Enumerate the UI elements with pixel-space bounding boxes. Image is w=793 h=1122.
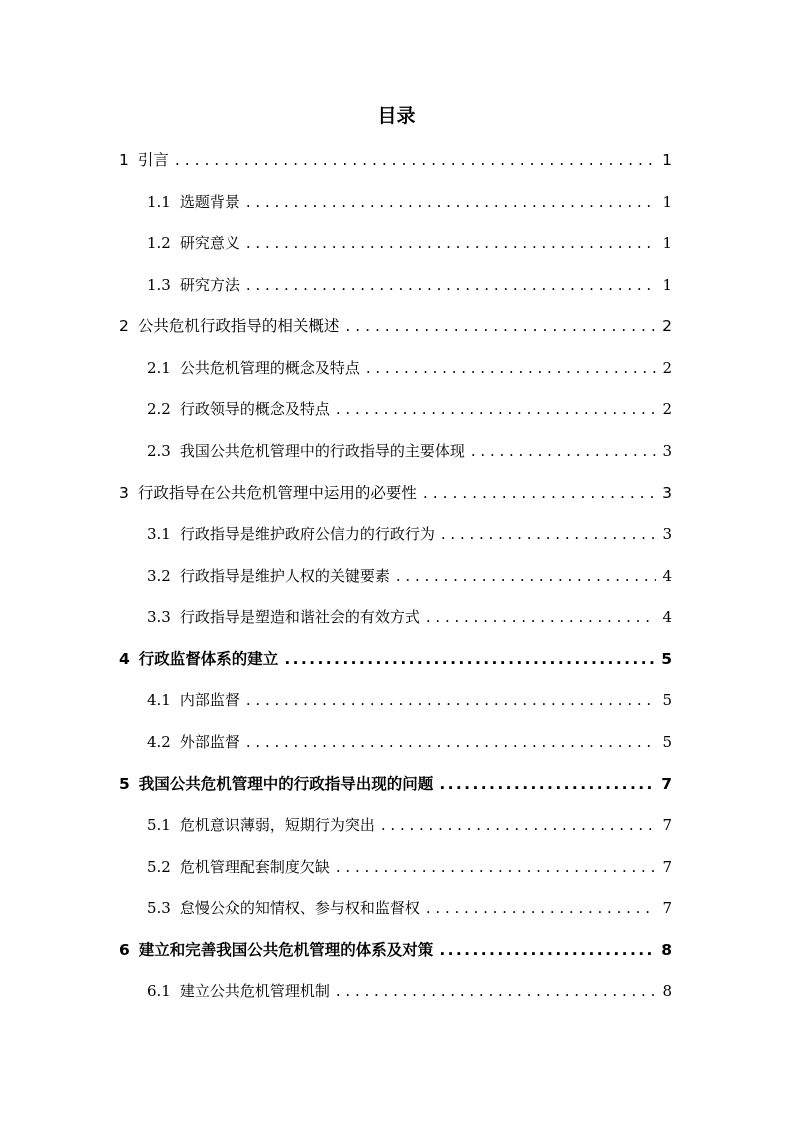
toc-entry-text: 我国公共危机管理中的行政指导的主要体现: [179, 442, 465, 460]
toc-entry-text: 选题背景: [179, 193, 240, 211]
toc-entry-text: 研究方法: [179, 276, 240, 294]
toc-entry-text: 建立公共危机管理机制: [179, 982, 330, 1000]
toc-entry[interactable]: [147, 520, 672, 548]
toc-entry[interactable]: [147, 811, 672, 839]
toc-entry-number: 5.3: [147, 899, 171, 917]
toc-entry-page: 8: [662, 982, 672, 1000]
toc-entry-page: 5: [662, 733, 672, 751]
toc-entry[interactable]: [147, 894, 672, 922]
toc-dot-leader: [441, 520, 656, 548]
toc-entry-text: 行政监督体系的建立: [138, 650, 279, 668]
toc-dot-leader: [439, 770, 655, 798]
toc-dot-leader: [284, 645, 655, 673]
toc-entry-number: 2: [119, 317, 129, 335]
toc-entry[interactable]: [147, 728, 672, 756]
toc-dot-leader: [471, 437, 656, 465]
toc-dot-leader: [426, 603, 656, 631]
toc-entry-number: 4.2: [147, 733, 171, 751]
toc-entry-text: 研究意义: [179, 234, 240, 252]
toc-entry-page: 8: [661, 941, 672, 959]
toc-entry-number: 1.3: [147, 276, 171, 294]
toc-entry-text: 引言: [137, 151, 169, 169]
toc-dot-leader: [426, 894, 656, 922]
toc-entry[interactable]: [147, 977, 672, 1005]
toc-entry-number: 4.1: [147, 691, 171, 709]
toc-entry-text: 行政领导的概念及特点: [179, 400, 330, 418]
toc-entry-text: 行政指导在公共危机管理中运用的必要性: [137, 484, 417, 502]
toc-dot-leader: [246, 229, 656, 257]
toc-entry-page: 4: [662, 567, 672, 585]
toc-entry[interactable]: [147, 395, 672, 423]
toc-dot-leader: [175, 146, 656, 174]
toc-entry-page: 7: [662, 899, 672, 917]
toc-entry-number: 3.2: [147, 567, 171, 585]
toc-entry-page: 3: [662, 484, 672, 502]
toc-entry-text: 我国公共危机管理中的行政指导出现的问题: [138, 775, 434, 793]
toc-entry-number: 3.1: [147, 525, 171, 543]
toc-entry-text: 行政指导是维护政府公信力的行政行为: [179, 525, 435, 543]
toc-entry-number: 5.1: [147, 816, 171, 834]
toc-entry-page: 1: [662, 151, 672, 169]
toc-entry-page: 3: [662, 442, 672, 460]
toc-entry-page: 5: [662, 691, 672, 709]
toc-dot-leader: [345, 312, 656, 340]
toc-entry[interactable]: [147, 853, 672, 881]
toc-entry-text: 怠慢公众的知情权、参与权和监督权: [179, 899, 420, 917]
toc-entry-number: 2.3: [147, 442, 171, 460]
toc-entry-page: 1: [662, 276, 672, 294]
toc-entry[interactable]: [147, 271, 672, 299]
toc-entry-page: 1: [662, 193, 672, 211]
toc-dot-leader: [246, 728, 656, 756]
toc-entry-page: 2: [662, 317, 672, 335]
toc-entry[interactable]: [119, 770, 672, 798]
toc-dot-leader: [439, 936, 655, 964]
toc-entry-number: 1.2: [147, 234, 171, 252]
toc-entry-text: 外部监督: [179, 733, 240, 751]
toc-dot-leader: [336, 977, 656, 1005]
toc-title: 目录: [377, 105, 416, 127]
toc-entry-number: 2.2: [147, 400, 171, 418]
toc-entry-number: 2.1: [147, 359, 171, 377]
toc-dot-leader: [246, 188, 656, 216]
toc-entry-number: 6: [119, 941, 130, 959]
toc-entry-page: 5: [661, 650, 672, 668]
toc-entry-page: 3: [662, 525, 672, 543]
toc-entry-text: 行政指导是维护人权的关键要素: [179, 567, 390, 585]
toc-entry-text: 建立和完善我国公共危机管理的体系及对策: [138, 941, 434, 959]
toc-entry[interactable]: [147, 229, 672, 257]
toc-entry[interactable]: [119, 312, 672, 340]
toc-entry-page: 2: [662, 400, 672, 418]
toc-dot-leader: [396, 562, 656, 590]
toc-entry-text: 公共危机行政指导的相关概述: [137, 317, 340, 335]
toc-entry-page: 4: [662, 608, 672, 626]
toc-entry-page: 7: [662, 816, 672, 834]
toc-entry-text: 公共危机管理的概念及特点: [179, 359, 360, 377]
toc-entry[interactable]: [119, 645, 672, 673]
toc-entry[interactable]: [147, 603, 672, 631]
toc-entry-number: 5: [119, 775, 130, 793]
toc-entry[interactable]: [147, 686, 672, 714]
toc-entry[interactable]: [119, 479, 672, 507]
toc-entry[interactable]: [147, 562, 672, 590]
toc-entry-number: 5.2: [147, 858, 171, 876]
toc-dot-leader: [423, 479, 656, 507]
toc-entry[interactable]: [119, 146, 672, 174]
toc-entry-text: 危机管理配套制度欠缺: [179, 858, 330, 876]
toc-entry-number: 1: [119, 151, 129, 169]
toc-entry[interactable]: [147, 354, 672, 382]
toc-entry[interactable]: [147, 437, 672, 465]
toc-entry-number: 1.1: [147, 193, 171, 211]
toc-dot-leader: [381, 811, 656, 839]
toc-entry-page: 2: [662, 359, 672, 377]
toc-entry-page: 1: [662, 234, 672, 252]
toc-entry-page: 7: [661, 775, 672, 793]
toc-entry-number: 6.1: [147, 982, 171, 1000]
toc-dot-leader: [336, 395, 656, 423]
toc-entry-text: 行政指导是塑造和谐社会的有效方式: [179, 608, 420, 626]
toc-dot-leader: [246, 686, 656, 714]
toc-dot-leader: [366, 354, 656, 382]
toc-entry-page: 7: [662, 858, 672, 876]
toc-entry[interactable]: [119, 936, 672, 964]
toc-dot-leader: [336, 853, 656, 881]
toc-entry-number: 3: [119, 484, 129, 502]
toc-entry-number: 3.3: [147, 608, 171, 626]
toc-dot-leader: [246, 271, 656, 299]
toc-entry-number: 4: [119, 650, 130, 668]
toc-entry-text: 内部监督: [179, 691, 240, 709]
toc-entry-text: 危机意识薄弱，短期行为突出: [179, 816, 375, 834]
toc-entry[interactable]: [147, 188, 672, 216]
